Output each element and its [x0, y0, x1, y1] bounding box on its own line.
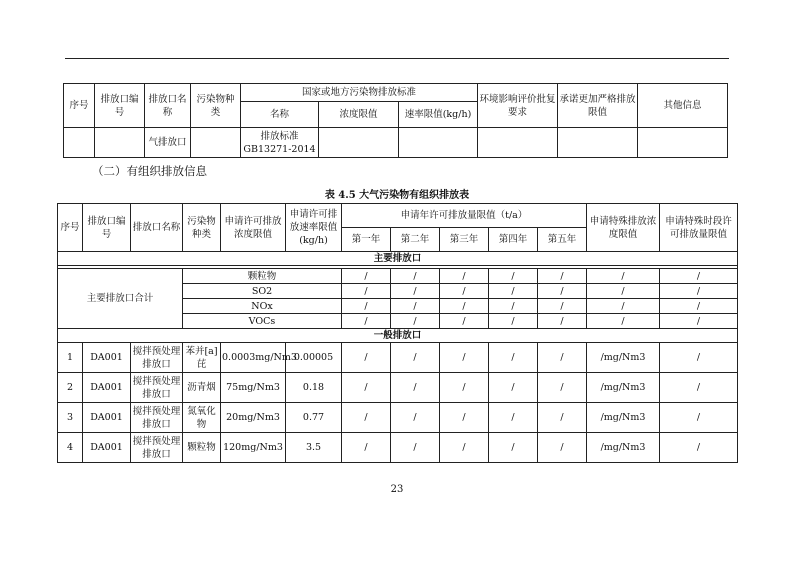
cell-year5: / — [538, 343, 587, 373]
cell-year2: / — [391, 299, 440, 314]
header-standard-group: 国家或地方污染物排放标准 — [241, 84, 478, 102]
header-stricter: 承诺更加严格排放限值 — [558, 84, 638, 128]
header-standard-name: 名称 — [241, 102, 319, 128]
cell-year3: / — [440, 373, 489, 403]
header-year4: 第四年 — [489, 228, 538, 252]
cell-year2: / — [391, 433, 440, 463]
cell-year5: / — [538, 299, 587, 314]
cell-year5: / — [538, 433, 587, 463]
cell-pollutant: 颗粒物 — [183, 433, 221, 463]
cell-year3: / — [440, 269, 489, 284]
cell-rate-limit: 3.5 — [286, 433, 342, 463]
organized-emission-table — [57, 203, 738, 463]
table-row — [58, 433, 738, 463]
header-pollutant: 污染物种类 — [183, 204, 221, 252]
cell-eia — [478, 128, 558, 158]
cell-year1: / — [342, 269, 391, 284]
cell-year4: / — [489, 433, 538, 463]
cell-outlet-no: DA001 — [83, 433, 131, 463]
cell-conc-limit — [319, 128, 399, 158]
cell-pollutant: NOx — [183, 299, 342, 314]
cell-special-conc: /mg/Nm3 — [587, 343, 660, 373]
cell-conc-limit: 75mg/Nm3 — [221, 373, 286, 403]
cell-outlet-name: 气排放口 — [145, 128, 191, 158]
header-rate-limit: 申请许可排放速率限值(kg/h) — [286, 204, 342, 252]
cell-special-conc: / — [587, 299, 660, 314]
cell-outlet-no: DA001 — [83, 343, 131, 373]
cell-special-conc: /mg/Nm3 — [587, 373, 660, 403]
cell-pollutant: VOCs — [183, 314, 342, 329]
header-special-period: 申请特殊时段许可排放量限值 — [660, 204, 738, 252]
header-eia: 环境影响评价批复要求 — [478, 84, 558, 128]
cell-pollutant: 颗粒物 — [183, 269, 342, 284]
cell-pollutant — [191, 128, 241, 158]
header-year2: 第二年 — [391, 228, 440, 252]
cell-seq: 1 — [58, 343, 83, 373]
cell-year2: / — [391, 269, 440, 284]
cell-year3: / — [440, 284, 489, 299]
main-total-label: 主要排放口合计 — [58, 269, 183, 329]
cell-seq: 3 — [58, 403, 83, 433]
header-pollutant: 污染物种类 — [191, 84, 241, 128]
cell-special-period: / — [660, 403, 738, 433]
cell-rate-limit: 0.18 — [286, 373, 342, 403]
header-outlet-no: 排放口编号 — [83, 204, 131, 252]
table-row — [58, 373, 738, 403]
cell-seq — [64, 128, 95, 158]
header-conc-limit: 浓度限值 — [319, 102, 399, 128]
table-row — [64, 128, 728, 158]
cell-year1: / — [342, 314, 391, 329]
cell-year4: / — [489, 314, 538, 329]
cell-year2: / — [391, 284, 440, 299]
cell-special-period: / — [660, 343, 738, 373]
cell-outlet-name: 搅拌预处理排放口 — [131, 433, 183, 463]
header-other: 其他信息 — [638, 84, 728, 128]
header-outlet-no: 排放口编号 — [95, 84, 145, 128]
cell-outlet-no: DA001 — [83, 403, 131, 433]
header-annual-group: 申请年许可排放量限值（t/a） — [342, 204, 587, 228]
cell-year5: / — [538, 269, 587, 284]
cell-outlet-name: 搅拌预处理排放口 — [131, 343, 183, 373]
cell-conc-limit: 120mg/Nm3 — [221, 433, 286, 463]
cell-year3: / — [440, 299, 489, 314]
header-outlet-name: 排放口名称 — [131, 204, 183, 252]
cell-year4: / — [489, 373, 538, 403]
cell-rate-limit: 0.77 — [286, 403, 342, 433]
cell-special-period: / — [660, 373, 738, 403]
cell-special-conc: / — [587, 284, 660, 299]
cell-year1: / — [342, 403, 391, 433]
header-year1: 第一年 — [342, 228, 391, 252]
cell-special-period: / — [660, 284, 738, 299]
cell-special-conc: / — [587, 269, 660, 284]
cell-year3: / — [440, 433, 489, 463]
cell-year2: / — [391, 373, 440, 403]
table-row — [58, 403, 738, 433]
header-conc-limit: 申请许可排放浓度限值 — [221, 204, 286, 252]
standards-table — [63, 83, 728, 158]
cell-outlet-no: DA001 — [83, 373, 131, 403]
cell-conc-limit: 0.0003mg/Nm3 — [221, 343, 286, 373]
header-seq: 序号 — [64, 84, 95, 128]
table-row — [58, 269, 738, 284]
cell-year2: / — [391, 403, 440, 433]
cell-special-period: / — [660, 433, 738, 463]
cell-year4: / — [489, 403, 538, 433]
cell-year5: / — [538, 373, 587, 403]
header-outlet-name: 排放口名称 — [145, 84, 191, 128]
cell-special-period: / — [660, 299, 738, 314]
cell-outlet-name: 搅拌预处理排放口 — [131, 403, 183, 433]
section-general-outlets: 一般排放口 — [58, 329, 738, 343]
cell-year5: / — [538, 403, 587, 433]
cell-outlet-no — [95, 128, 145, 158]
cell-special-conc: /mg/Nm3 — [587, 403, 660, 433]
cell-special-conc: /mg/Nm3 — [587, 433, 660, 463]
cell-outlet-name: 搅拌预处理排放口 — [131, 373, 183, 403]
cell-rate-limit: 0.00005 — [286, 343, 342, 373]
cell-special-conc: / — [587, 314, 660, 329]
cell-rate-limit — [399, 128, 478, 158]
cell-standard-name: 排放标准GB13271-2014 — [241, 128, 319, 158]
cell-pollutant: 苯并[a]芘 — [183, 343, 221, 373]
cell-pollutant: 氮氧化物 — [183, 403, 221, 433]
cell-year5: / — [538, 314, 587, 329]
cell-year4: / — [489, 343, 538, 373]
cell-year3: / — [440, 314, 489, 329]
header-rate-limit: 速率限值(kg/h) — [399, 102, 478, 128]
cell-year4: / — [489, 284, 538, 299]
cell-pollutant: SO2 — [183, 284, 342, 299]
section-main-outlets: 主要排放口 — [58, 252, 738, 266]
cell-conc-limit: 20mg/Nm3 — [221, 403, 286, 433]
cell-year4: / — [489, 299, 538, 314]
header-special-conc: 申请特殊排放浓度限值 — [587, 204, 660, 252]
cell-seq: 4 — [58, 433, 83, 463]
cell-year5: / — [538, 284, 587, 299]
page-number: 23 — [390, 484, 404, 495]
cell-special-period: / — [660, 314, 738, 329]
cell-year4: / — [489, 269, 538, 284]
cell-year1: / — [342, 433, 391, 463]
cell-year2: / — [391, 314, 440, 329]
cell-pollutant: 沥青烟 — [183, 373, 221, 403]
cell-year2: / — [391, 343, 440, 373]
header-rule — [65, 58, 729, 59]
header-year3: 第三年 — [440, 228, 489, 252]
section-note: （二）有组织排放信息 — [92, 164, 207, 178]
table-row — [58, 343, 738, 373]
cell-year3: / — [440, 403, 489, 433]
header-year5: 第五年 — [538, 228, 587, 252]
cell-special-period: / — [660, 269, 738, 284]
table-caption: 表 4.5 大气污染物有组织排放表 — [324, 190, 470, 201]
cell-year3: / — [440, 343, 489, 373]
cell-other — [638, 128, 728, 158]
header-seq: 序号 — [58, 204, 83, 252]
cell-year1: / — [342, 343, 391, 373]
cell-seq: 2 — [58, 373, 83, 403]
cell-year1: / — [342, 299, 391, 314]
cell-year1: / — [342, 284, 391, 299]
cell-stricter — [558, 128, 638, 158]
cell-year1: / — [342, 373, 391, 403]
